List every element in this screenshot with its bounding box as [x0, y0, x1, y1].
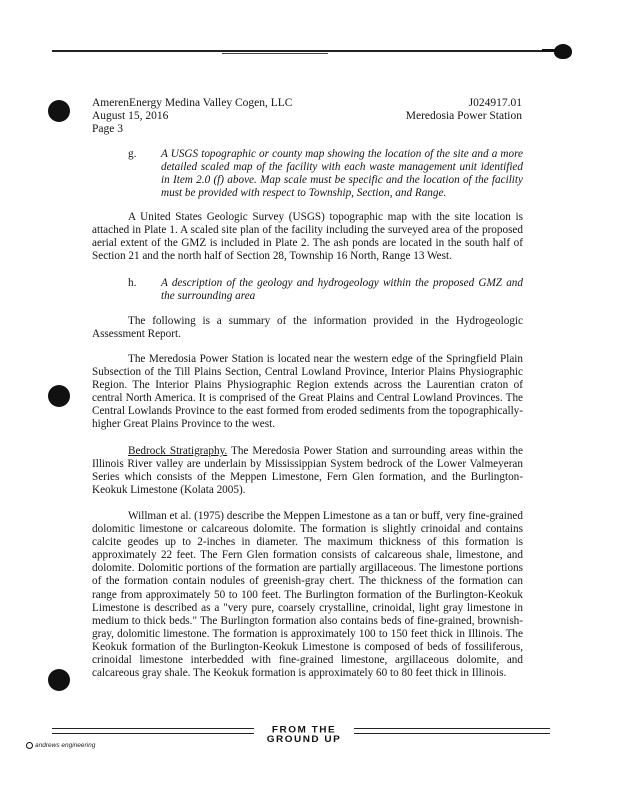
footer-rule-right [354, 728, 550, 734]
footer-tagline: FROM THE GROUND UP [266, 725, 342, 745]
top-rule [52, 50, 548, 52]
page-number: Page 3 [92, 123, 123, 135]
bedrock-stratigraphy-heading: Bedrock Stratigraphy. [128, 445, 228, 457]
letter-header-right [406, 97, 522, 123]
item-g-text: A USGS topographic or county map showing the location of the site and a more detailed scaled map of the facility with each waste management unit identified in Item 2.0 (f) above. Map scale must be specific and the location of the facility must be provided with respect to Township, Section, and Range. [161, 148, 523, 200]
header-date: August 15, 2016 [92, 110, 169, 122]
corner-clip-mark [554, 44, 572, 59]
top-rule-secondary [222, 53, 328, 54]
footer-rule-left [52, 728, 254, 734]
company-name: AmerenEnergy Medina Valley Cogen, LLC [92, 97, 293, 109]
paragraph-summary-intro: The following is a summary of the information provided in the Hydrogeologic Assessment Report. [92, 315, 523, 341]
punch-hole-top [48, 100, 70, 122]
paragraph-formations: Willman et al. (1975) describe the Meppen Limestone as a tan or buff, very fine-grained dolomitic limestone or calcareous dolomite. The formation is slightly crinoidal and contains calcite geodes up to 2-inches in diameter. The maximum thickness of this formation is approximately 22 feet. The Fern Glen formation consists of calcareous shale, limestone, and dolomite. Dolomitic portions of the formation are partially argillaceous. The limestone portions of the formation contain nodules of greenish-gray chert. The thickness of the formation can range from approximately 50 to 100 feet. The Burlington formation of the Burlington-Keokuk Limestone is described as a "very pure, coarsely crystalline, crinoidal, light gray limestone in medium to thick beds." The Burlington formation also contains beds of fine-grained, brownish-gray, dolomitic limestone. The formation is approximately 100 to 150 feet thick in Illinois. The Keokuk formation of the Burlington-Keokuk Limestone is composed of beds of fossiliferous, crinoidal limestone interbedded with fine-grained limestone, argillaceous dolomite, and calcareous gray shale. The Keokuk formation is approximately 60 to 80 feet thick in Illinois. [92, 510, 523, 680]
logo-text: andrews engineering [35, 742, 96, 749]
item-h-letter: h. [128, 277, 137, 289]
paragraph-bedrock-stratigraphy [92, 445, 523, 497]
project-number: J024917.01 [468, 97, 522, 109]
paragraph-physiography: The Meredosia Power Station is located near the western edge of the Springfield Plain Subsection of the Till Plains Section, Central Lowland Province, Interior Plains Physiographic Region. The Interior Plains Physiographic Region extends across the Laurentian craton of central North America. It is comprised of the Great Plains and Central Lowland Provinces. The Central Lowlands Province to the east formed from eroded sediments from the topographically-higher Great Plains Province to the west. [92, 353, 523, 431]
paragraph-site-location: A United States Geologic Survey (USGS) topographic map with the site location is attached in Plate 1. A scaled site plan of the facility including the surveyed area of the proposed aerial extent of the GMZ is included in Plate 2. The ash ponds are located in the south half of Section 21 and the north half of Section 28, Township 16 North, Range 13 West. [92, 211, 523, 263]
logo-icon [26, 742, 33, 749]
bedrock-stratigraphy-text: The Meredosia Power Station and surrounding areas within the Illinois River valley are underlain by Mississippian System bedrock of the Lower Valmeyeran Series which consists of the Meppen Limestone, Fern Glen formation, and the Burlington-Keokuk Limestone (Kolata 2005). [92, 445, 523, 497]
item-h-text: A description of the geology and hydrogeology within the proposed GMZ and the surrounding area [161, 277, 523, 303]
footer-logo [26, 742, 95, 749]
station-name: Meredosia Power Station [405, 110, 522, 122]
punch-hole-bottom [48, 669, 70, 691]
punch-hole-middle [48, 385, 70, 407]
item-g-letter: g. [128, 148, 137, 160]
letter-header-left [92, 97, 292, 136]
